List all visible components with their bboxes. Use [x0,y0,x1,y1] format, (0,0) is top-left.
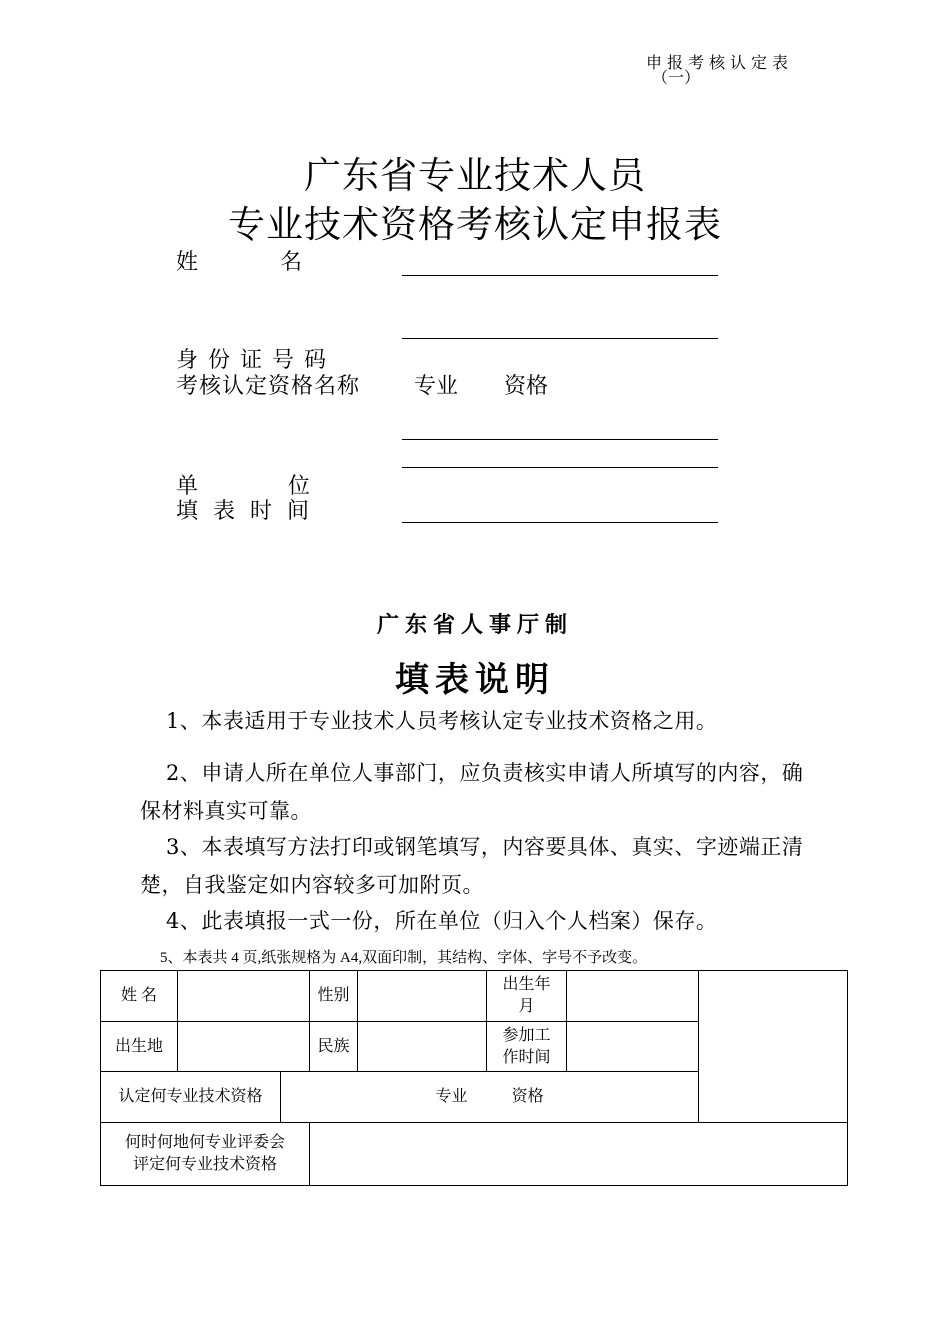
fill-date-field-line[interactable] [402,522,718,523]
work-start-label-cell [486,1022,566,1072]
qualification-level-label: 资格 [504,374,549,399]
corner-sub-label: （一） [652,68,701,87]
unit-field-line[interactable] [402,467,718,468]
photo-cell[interactable] [699,971,848,1123]
birth-label-cell [486,971,566,1022]
corner-label: 申报考核认定表 [646,53,794,72]
title-line-2: 专业技术资格考核认定申报表 [228,203,722,246]
qualification-field-line[interactable] [402,439,718,440]
ethnicity-value-cell[interactable] [357,1022,486,1072]
personal-info-table [100,970,848,1186]
name-field-label: 姓 名 [176,250,307,275]
id-number-field-line[interactable] [402,338,718,339]
history-label-text: 何时何地何专业评委会评定何专业技术资格 [125,1134,286,1173]
name-field-line[interactable] [402,275,718,276]
issuer-label: 广东省人事厅制 [376,612,573,638]
history-label-cell [101,1123,310,1186]
gender-label-cell: 性别 [310,971,358,1022]
name-label-cell: 姓 名 [101,971,178,1022]
instructions-title: 填表说明 [395,660,555,700]
work-start-value-cell[interactable] [567,1022,699,1072]
birth-value-cell[interactable] [567,971,699,1022]
instruction-note: 5、本表共 4 页,纸张规格为 A4,双面印制，其结构、字体、字号不予改变。 [160,950,648,966]
fill-date-field-label: 填 表 时 间 [176,499,313,524]
instruction-item-4: 4、此表填报一式一份，所在单位（归入个人档案）保存。 [166,909,718,933]
birthplace-value-cell[interactable] [177,1022,309,1072]
ethnicity-label-cell: 民族 [310,1022,358,1072]
gender-value-cell[interactable] [357,971,486,1022]
recognized-level-label: 资格 [511,1088,544,1105]
qualification-major-label: 专业 [414,374,459,399]
birthplace-label-cell: 出生地 [101,1022,178,1072]
work-start-label-text: 参加工作时间 [502,1026,551,1066]
recognized-major-label: 专业 [435,1088,468,1105]
birth-label-text: 出生年月 [502,976,551,1015]
instruction-item-2: 2、申请人所在单位人事部门，应负责核实申请人所填写的内容，确保材料真实可靠。 [140,761,804,823]
instruction-item-3: 3、本表填写方法打印或钢笔填写，内容要具体、真实、字迹端正清楚，自我鉴定如内容较多可加附页。 [140,835,804,897]
recognized-value-cell[interactable] [280,1072,698,1123]
qualification-name-field-label: 考核认定资格名称 [176,374,361,399]
title-line-1: 广东省专业技术人员 [304,154,646,197]
id-number-field-label: 身份证号码 [176,348,337,373]
instruction-item-1: 1、本表适用于专业技术人员考核认定专业技术资格之用。 [166,709,718,733]
name-value-cell[interactable] [177,971,309,1022]
recognized-label-cell: 认定何专业技术资格 [101,1072,281,1123]
unit-field-label: 单 位 [176,474,317,499]
history-value-cell[interactable] [310,1123,848,1186]
